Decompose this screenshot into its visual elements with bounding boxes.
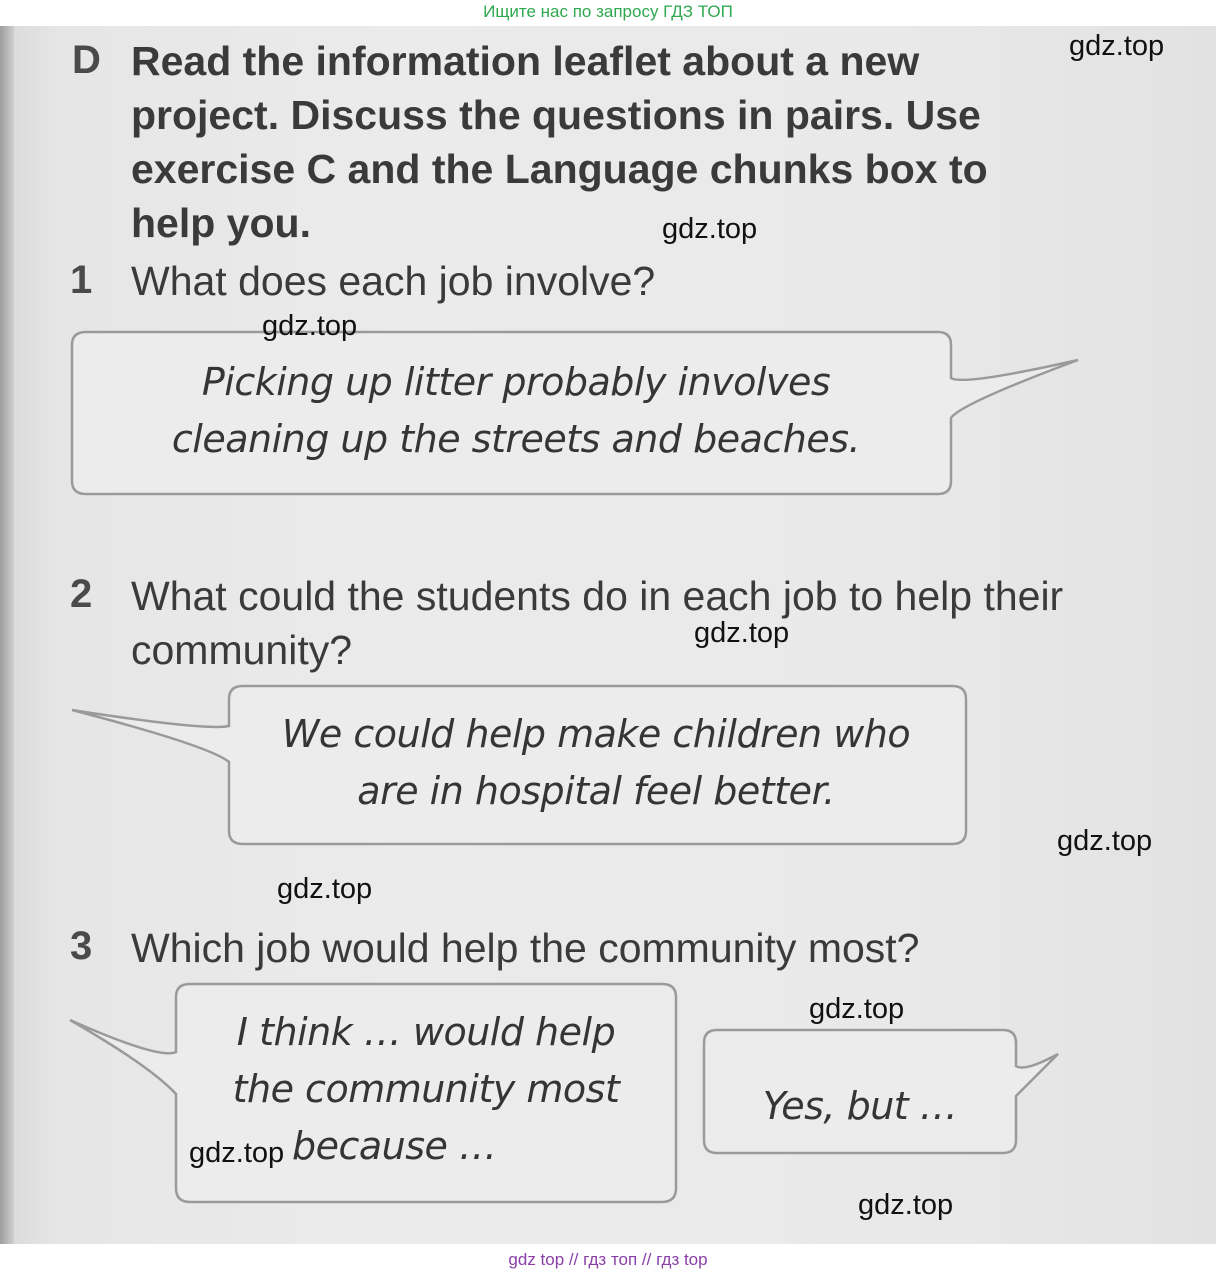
speech-bubble-2-line: We could help make children who (281, 712, 911, 756)
bottom-banner[interactable]: gdz top // гдз топ // гдз top (508, 1250, 708, 1269)
watermark: gdz.top (262, 310, 358, 342)
watermark: gdz.top (189, 1137, 285, 1169)
speech-bubble-3b-text: Yes, but … (762, 1084, 958, 1128)
question-2-number: 2 (70, 572, 93, 616)
speech-bubble-2-line: are in hospital feel better. (357, 769, 835, 813)
exercise-instruction: Read the information leaflet about a new project. Discuss the questions in pairs. Use exercise C and the Language chunks box to help you. (131, 38, 988, 246)
watermark: gdz.top (1069, 30, 1165, 62)
exercise-letter: D (72, 38, 101, 82)
question-3-text: Which job would help the community most? (131, 925, 920, 971)
speech-bubble-1-line: Picking up litter probably involves (201, 360, 831, 404)
watermark: gdz.top (277, 873, 373, 905)
speech-bubble-1-line: cleaning up the streets and beaches. (171, 417, 861, 461)
question-1-number: 1 (70, 258, 93, 302)
question-1-text: What does each job involve? (131, 258, 656, 304)
watermark: gdz.top (694, 617, 790, 649)
watermark: gdz.top (662, 213, 758, 245)
question-3-number: 3 (70, 924, 93, 968)
speech-bubble-3a-line: the community most (232, 1067, 620, 1111)
watermark: gdz.top (809, 993, 905, 1025)
watermark: gdz.top (858, 1189, 954, 1221)
question-2-text: What could the students do in each job to help their community? (131, 573, 1064, 673)
top-banner[interactable]: Ищите нас по запросу ГДЗ ТОП (483, 2, 733, 21)
speech-bubble-3a-line: I think … would help (236, 1010, 616, 1054)
speech-bubble-3a-line: because … (292, 1124, 497, 1168)
textbook-page (0, 26, 1216, 1244)
speech-bubble-3b (0, 26, 1216, 1244)
watermark: gdz.top (1057, 825, 1153, 857)
